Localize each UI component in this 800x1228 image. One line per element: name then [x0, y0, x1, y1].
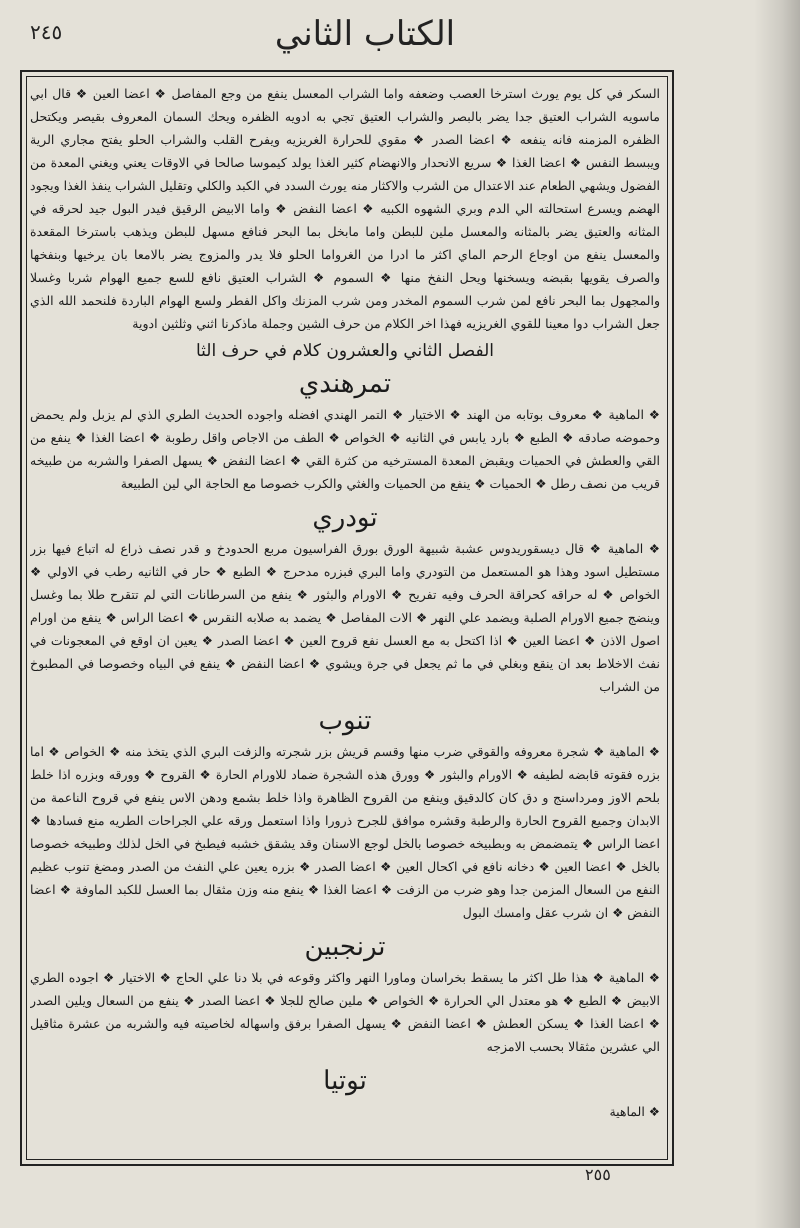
- entry-text: ❖ الماهية ❖ قال ديسقوريدوس عشبة شبيهة الورق بورق الفراسيون مربع الحدودخ و قدر نصف ذراع له اتباع فيها بزر مستطيل اسود وهذا هو المستعمل من التودري واما البري فبزره مدحرج ❖ الطبع ❖ حار في الثانيه رطب في الاولي ❖ الخواص ❖ له حراقه كحراقة الحرف وفيه تفريح ❖ الاورام والبثور ❖ ينفع من السرطانات التي لم تتقرح طلا بما وغسل وينضج جميع الاورام الصلبة ويضمد علي النهر ❖ الات المفاصل ❖ يضمد به صلابه النقرس ❖ اعضا الراس ❖ ينفع من اورام اصول الاذن ❖ اعضا العين ❖ اذا اكتحل به مع العسل نفع قروح العين ❖ اعضا الصدر ❖ يعين ان اوقع في المعجونات في نفث الاخلاط بعد ان ينقع وبغلي في ما ثم يجعل في جرة ويشوي ❖ اعضا النفض ❖ ينفع في البياه وخصوصا في المطبوخ من الشراب: [30, 541, 660, 694]
- entry-heading: تودري: [312, 503, 378, 533]
- entry-heading: تمرهندي: [298, 369, 392, 399]
- page-gutter-shadow: [754, 0, 800, 1228]
- entry-section: [30, 365, 660, 495]
- entry-text: ❖ الماهية ❖ معروف بوتابه من الهند ❖ الاختيار ❖ التمر الهندي افضله واجوده الحديث الطري الذي لم يزبل ولم يحمض وحموضه صادقه ❖ الطبع ❖ بارد يابس في الثانيه ❖ الخواص ❖ الطف من الاجاص واقل رطوبة ❖ اعضا الغذا ❖ ينفع من القي والعطش في الحميات ويقبض المعدة المسترخيه من كثرة القي ❖ اعضا النفض ❖ يسهل الصفرا والشربه من طبيخه قريب من نصف رطل ❖ الحميات ❖ ينفع من الحميات والغثي والكرب خصوصا مع الحاجة الي لين الطبيعة: [30, 407, 660, 491]
- entry-text: ❖ الماهية ❖ هذا طل اكثر ما يسقط بخراسان وماورا النهر واكثر وقوعه في بلا دنا علي الحاج ❖ الاختيار ❖ اجوده الطري الابيض ❖ الطبع ❖ هو معتدل الي الحرارة ❖ الخواص ❖ ملين صالح للجلا ❖ اعضا الصدر ❖ ينفع من السعال ويلين الصدر ❖ اعضا الغذا ❖ يسكن العطش ❖ اعضا النفض ❖ يسهل الصفرا برفق واسهاله لخاصيته فيه والشربه من عشرة مثاقيل الي عشرين مثقالا بحسب الامزجه: [30, 970, 660, 1054]
- text-body: [30, 82, 660, 1152]
- entry-heading: توتيا: [323, 1066, 367, 1096]
- page-number: ٢٤٥: [30, 20, 63, 44]
- entry-heading: تنوب: [318, 706, 372, 736]
- entry-section: [30, 702, 660, 924]
- entry-text: ❖ الماهية: [609, 1104, 660, 1119]
- footer-page-number: ٢٥٥: [585, 1165, 611, 1184]
- entry-section: [30, 928, 660, 1058]
- running-title: الكتاب الثاني: [274, 14, 456, 54]
- entry-heading: ترنجبين: [304, 932, 386, 962]
- entry-section: [30, 1062, 660, 1123]
- intro-paragraph: السكر في كل يوم يورث استرخا العصب وضعفه واما الشراب المعسل ينفع من وجع المفاصل ❖ اعضا العين ❖ قال ابي ماسويه الشراب العتيق جدا يضر بالبصر والشراب العتيق تجي به ادويه الظفره ويحك السمان المعروف بقيصر ويكتحل الظفره المزمنه فانه ينفعه ❖ اعضا الصدر ❖ مقوي للحرارة الغريزيه ويفرح القلب والشراب الحلو يفتح مجاري الرية ويبسط النفس ❖ اعضا الغذا ❖ سريع الانحدار والانهضام كثير الغذا يولد كيموسا صالحا في الاوقات يعني ويغني المعدة من الفضول ويشهي الطعام عند الاعتدال من الشرب والاكثار منه يورث السدد في الكبد والكلي وتقليل الشراب ينفذ الغذا ويجود الهضم ويسرع استحالته الي الدم وبري الشهوه الكبيه ❖ اعضا النفض ❖ واما الابيض الرقيق فيدر البول جيد لحرقه في المثانه والعتيق يضر بالمثانه والمعسل ملين للبطن واما مابخل بما البحر فنافع مسهل للبطن ويذهب باسترخا المقعدة والمعسل ينفع من اوجاع الرحم الماي اكثر ما ادرا من الغرواما الحلو فلا يدر والمزوج يضر بالامعا بان يرخيها وبنفخها والصرف يقويها بقبضه ويسخنها ويحل النفخ منها ❖ السموم ❖ الشراب العتيق نافع للسع جميع الهوام شربا وغسلا والمجهول بما البحر نافع لمن شرب السموم المخدر ومن شرب المزنك واكل الفطر ولسع الهوام الباردة فلنحمد الله الذي جعل الشراب دوا معينا للقوي الغريزيه فهذا اخر الكلام من حرف الشين وجملة ماذكرنا اثني وثلثين ادوية: [30, 86, 660, 331]
- entry-section: [30, 499, 660, 698]
- entry-text: ❖ الماهية ❖ شجرة معروفه والقوقي ضرب منها وقسم قريش بزر شجرته والزفت البري الذي يتخذ منه ❖ الخواص ❖ اما بزره فقوته قابضه لطيفه ❖ الاورام والبثور ❖ وورق هذه الشجرة ضماد للاورام الحارة ❖ القروح ❖ وورقه وبزره اذا خلط بلحم الاوز ومرداسنج و دق كان كالدقيق وينفع من القروح الظاهرة واذا خلط بشمع ودهن الاس ينفع في قروح الناعمة من الابدان وجميع القروح الحارة والرطبة وقشره موافق للجرح ذرورا واذا استعمل ورقه علي الجراحات الطريه منع فسادها ❖ اعضا الراس ❖ يتمضمض به وبطبيخه خصوصا بالخل لوجع الاسنان وقد يشقق خشبه فيطبخ في الخل لذلك وطبيخه خصوصا بالخل ❖ اعضا العين ❖ دخانه نافع في اكحال العين ❖ اعضا الصدر ❖ بزره يعين علي النفث من الصدر ومضغ تنوب عظيم النفع من السعال المزمن جدا وهو ضرب من الزفت ❖ اعضا الغذا ❖ ينفع منه وزن مثقال بما العسل للكبد الماوفة ❖ اعضا النفض ❖ ان شرب عقل وامسك البول: [30, 744, 660, 920]
- chapter-title: الفصل الثاني والعشرون كلام في حرف الثا: [196, 341, 494, 361]
